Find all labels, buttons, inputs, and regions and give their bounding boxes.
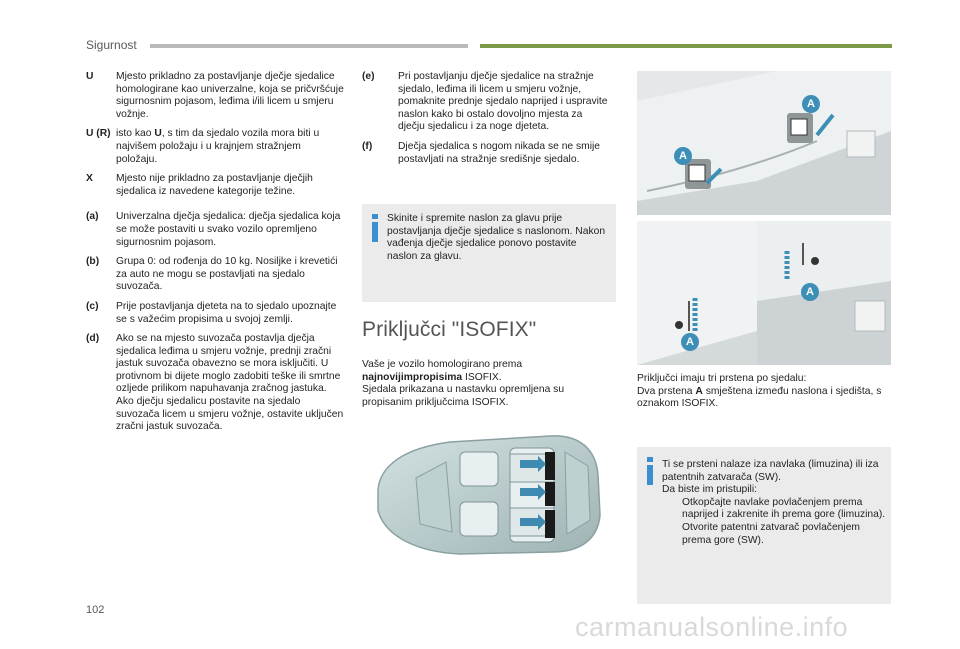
definition-u: [86, 71, 344, 121]
caption-line: Priključci imaju tri prstena po sjedalu:: [637, 373, 807, 384]
definition-key: X: [86, 173, 93, 185]
isofix-paragraph: Vaše je vozilo homologirano prema najnovijimpropisima ISOFIX.: [362, 359, 523, 383]
info-content: [662, 459, 886, 547]
bullet-icon: [662, 522, 682, 547]
definition-text: Mjesto prikladno za postavljanje dječje sjedalice homologirane kao univerzalne, koja se pričvršćuje sigurnosnim pojasom, leđima i/ili licem u smjeru vožnje.: [116, 71, 344, 120]
note-key: (c): [86, 300, 99, 312]
note-e: [362, 71, 612, 134]
info-box-rings: [637, 447, 891, 604]
page-number: 102: [86, 604, 105, 616]
info-text: Skinite i spremite naslon za glavu prije postavljanja dječje sjedalice s naslonom. Nakon vađenja dječje sjedalice ponovo postavite naslon za glavu.: [387, 213, 606, 262]
bullet-text: Otvorite patentni zatvarač povlačenjem prema gore (SW).: [682, 521, 860, 546]
note-text: Dječja sjedalica s nogom nikada se ne smije postavljati na stražnje središnje sjedalo.: [398, 140, 601, 165]
note-text: Univerzalna dječja sjedalica: dječja sjedalica koja se može postaviti u svako vozilo opremljeno sigurnosnim pojasom.: [116, 211, 341, 248]
seat-photo: [637, 71, 891, 215]
note-f: [362, 141, 612, 166]
ring-badge-a: A: [681, 333, 699, 351]
bullet-icon: [662, 497, 682, 522]
isofix-paragraph: Sjedala prikazana u nastavku opremljena su propisanim priključcima ISOFIX.: [362, 384, 565, 408]
info-text: Ti se prsteni nalaze iza navlaka (limuzina) ili iza patentnih zatvarača (SW).: [662, 459, 879, 483]
info-icon: [645, 457, 655, 485]
definition-text: Mjesto nije prikladno za postavljanje dječjih sjedalica iz navedene kategorije težine.: [116, 173, 313, 197]
note-key: (f): [362, 140, 373, 152]
photo-caption: [637, 373, 891, 411]
header-rule-gray: [150, 44, 468, 48]
definition-text: isto kao U, s tim da sjedalo vozila mora biti u najvišem položaju i u krajnjem stražnjem položaju.: [116, 128, 320, 165]
definition-ur: [86, 128, 344, 166]
section-title: Sigurnost: [86, 38, 137, 52]
middle-column: [362, 71, 612, 173]
note-key: (e): [362, 71, 375, 82]
note-b: [86, 256, 344, 294]
note-d: [86, 333, 344, 434]
ring-badge-a: A: [802, 95, 820, 113]
car-top-view-illustration: [360, 420, 606, 570]
isofix-photo-bottom: [637, 221, 891, 365]
info-box-headrest: [362, 204, 616, 302]
note-c: [86, 301, 344, 326]
isofix-intro: [362, 359, 612, 409]
caption-line: Dva prstena A smještena između naslona i sjedišta, s oznakom ISOFIX.: [637, 385, 882, 410]
note-a: [86, 211, 344, 249]
note-key: (d): [86, 333, 100, 345]
definition-key: U: [86, 71, 94, 82]
header-rule-green: [480, 44, 892, 48]
definition-x: [86, 173, 344, 198]
isofix-photo-top: [637, 71, 891, 215]
definition-key: U (R): [86, 128, 111, 140]
left-column: [86, 71, 344, 441]
ring-badge-a: A: [801, 283, 819, 301]
note-key: (b): [86, 256, 100, 268]
watermark: carmanualsonline.info: [575, 612, 849, 642]
note-key: (a): [86, 211, 99, 223]
bullet-text: Otkopčajte navlake povlačenjem prema naprijed i zakrenite ih prema gore (limuzina).: [682, 496, 886, 521]
bullet-item: [662, 522, 886, 547]
ring-badge-a: A: [674, 147, 692, 165]
info-icon: [370, 214, 380, 242]
note-text: Grupa 0: od rođenja do 10 kg. Nosiljke i krevetići za auto ne mogu se postavljati na sjedalo suvozača.: [116, 256, 338, 293]
note-text: Ako se na mjesto suvozača postavlja dječja sjedalica leđima u smjeru vožnje, prednji zračni jastuk suvozača obavezno se mora isključiti. U protivnom bi dijete moglo zadobiti teške ili smrtne ozljede prilikom napuhavanja zračnog jastuka. Ako dječju sjedalicu postavite na sjedalo suvozača licem u smjeru vožnje, ostavite uključen zračni jastuk suvozača.: [116, 333, 344, 433]
note-text: Pri postavljanju dječje sjedalice na stražnje sjedalo, leđima ili licem u smjeru vožnje, pomaknite prednje sjedalo naprijed i uspravite naslon kako bi ostalo dovoljno mjesta za dječju sjedalicu i za noge djeteta.: [398, 71, 608, 133]
bullet-item: [662, 497, 886, 522]
isofix-heading: Priključci "ISOFIX": [362, 318, 537, 341]
seat-photo: [637, 221, 891, 365]
info-text: Da biste im pristupili:: [662, 484, 757, 496]
note-text: Prije postavljanja djeteta na to sjedalo upoznajte se s važećim propisima u svojoj zemlji.: [116, 300, 337, 325]
